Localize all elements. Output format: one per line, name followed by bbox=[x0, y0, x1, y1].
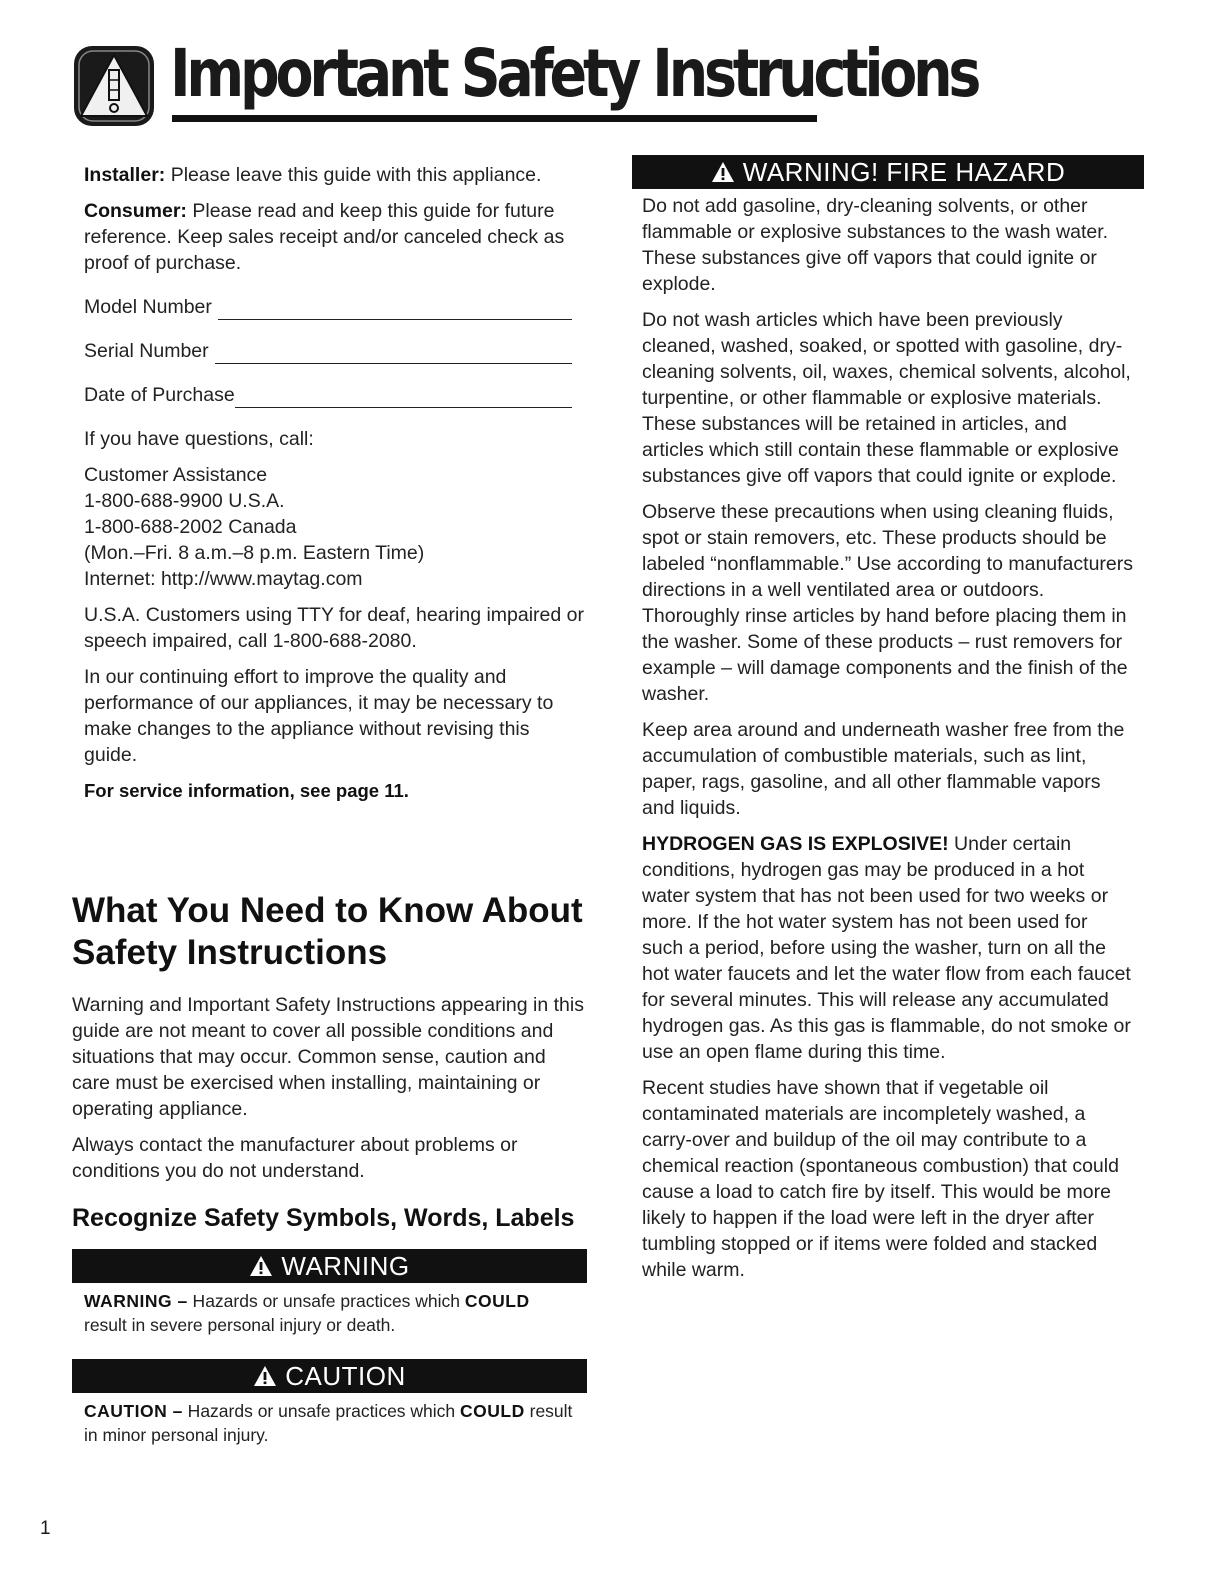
model-number-line bbox=[218, 301, 572, 320]
date-of-purchase-field: Date of Purchase bbox=[84, 382, 572, 408]
know-about-heading: What You Need to Know About Safety Instructions bbox=[72, 891, 583, 972]
know-about-section bbox=[72, 890, 587, 1447]
recognize-heading: Recognize Safety Symbols, Words, Labels bbox=[72, 1204, 575, 1232]
warning-definition: WARNING – Hazards or unsafe practices which COULD result in severe personal injury or death. bbox=[84, 1291, 530, 1335]
fire-hazard-para-2: Do not wash articles which have been previously cleaned, washed, soaked, or spotted with gasoline, dry-cleaning solvents, oil, waxes, chemical solvents, alcohol, turpentine, or other flammable or explosive materials. These substances will be retained in articles, and articles which still contain these flammable or explosive substances give off vapors that could ignite or explode. bbox=[642, 309, 1131, 487]
warning-banner: WARNING bbox=[72, 1249, 587, 1283]
page-number: 1 bbox=[40, 1518, 51, 1539]
fire-hazard-body bbox=[632, 193, 1144, 1283]
fire-hazard-banner: WARNING! FIRE HAZARD bbox=[632, 155, 1144, 189]
title-underline bbox=[172, 115, 817, 122]
fire-hazard-para-5: HYDROGEN GAS IS EXPLOSIVE! Under certain conditions, hydrogen gas may be produced in a hot water system that has not been used for two weeks or more. If the hot water system has not been used for such a period, before using the washer, turn on all the hot water faucets and let the water flow from each faucet for several minutes. This will release any accumulated hydrogen gas. As this gas is flammable, do not smoke or use an open flame during this time. bbox=[642, 833, 1131, 1063]
safety-alert-icon bbox=[72, 44, 156, 128]
caution-banner: CAUTION bbox=[72, 1359, 587, 1393]
service-info: For service information, see page 11. bbox=[84, 780, 409, 801]
date-of-purchase-line bbox=[235, 389, 572, 408]
fire-warning-triangle-icon bbox=[711, 161, 735, 183]
know-about-para-2: Always contact the manufacturer about problems or conditions you do not understand. bbox=[72, 1134, 518, 1182]
model-number-field: Model Number bbox=[84, 294, 572, 320]
improvement-note: In our continuing effort to improve the quality and performance of our appliances, it may be necessary to make changes to the appliance without revising this guide. bbox=[84, 666, 554, 766]
serial-number-line bbox=[215, 345, 572, 364]
contact-block: Customer Assistance 1-800-688-9900 U.S.A. 1-800-688-2002 Canada (Mon.–Fri. 8 a.m.–8 p.m. Eastern Time) Internet: http://www.maytag.com bbox=[84, 464, 425, 590]
page-title: Important Safety Instructions bbox=[170, 35, 978, 112]
fire-hazard-para-6: Recent studies have shown that if vegetable oil contaminated materials are incompletely washed, a carry-over and buildup of the oil may contribute to a chemical reaction (spontaneous combustion) that could cause a load to catch fire by itself. This would be more likely to happen if the load were left in the dryer after tumbling stopped or if items were folded and stacked while warm. bbox=[642, 1077, 1119, 1281]
serial-number-field: Serial Number bbox=[84, 338, 572, 364]
fire-hazard-para-3: Observe these precautions when using cleaning fluids, spot or stain removers, etc. These products should be labeled “nonflammable.” Use according to manufacturers directions in a well ventilated area or outdoors. Thoroughly rinse articles by hand before placing them in the washer. Some of these products – rust removers for example – will damage components and the finish of the washer. bbox=[642, 501, 1133, 705]
fire-hazard-para-4: Keep area around and underneath washer free from the accumulation of combustible materials, such as lint, paper, rags, gasoline, and all other flammable vapors and liquids. bbox=[642, 719, 1125, 819]
intro-section bbox=[84, 162, 584, 804]
know-about-para-1: Warning and Important Safety Instructions appearing in this guide are not meant to cover all possible conditions and situations that may occur. Common sense, caution and care must be exercised when installing, maintaining or operating appliance. bbox=[72, 994, 584, 1120]
caution-triangle-icon bbox=[253, 1365, 277, 1387]
tty-note: U.S.A. Customers using TTY for deaf, hearing impaired or speech impaired, call 1-800-688-2080. bbox=[84, 604, 585, 652]
fire-hazard-para-1: Do not add gasoline, dry-cleaning solvents, or other flammable or explosive substances to the wash water. These substances give off vapors that could ignite or explode. bbox=[642, 195, 1109, 295]
caution-definition: CAUTION – Hazards or unsafe practices which COULD result in minor personal injury. bbox=[84, 1401, 573, 1445]
questions-text: If you have questions, call: bbox=[84, 428, 314, 450]
consumer-note: Consumer: Please read and keep this guide for future reference. Keep sales receipt and/or canceled check as proof of purchase. bbox=[84, 200, 565, 274]
warning-triangle-icon bbox=[249, 1255, 273, 1277]
fire-hazard-section bbox=[632, 155, 1144, 1293]
website-link[interactable]: Internet: http://www.maytag.com bbox=[84, 568, 363, 590]
installer-note: Installer: Please leave this guide with this appliance. bbox=[84, 164, 542, 186]
